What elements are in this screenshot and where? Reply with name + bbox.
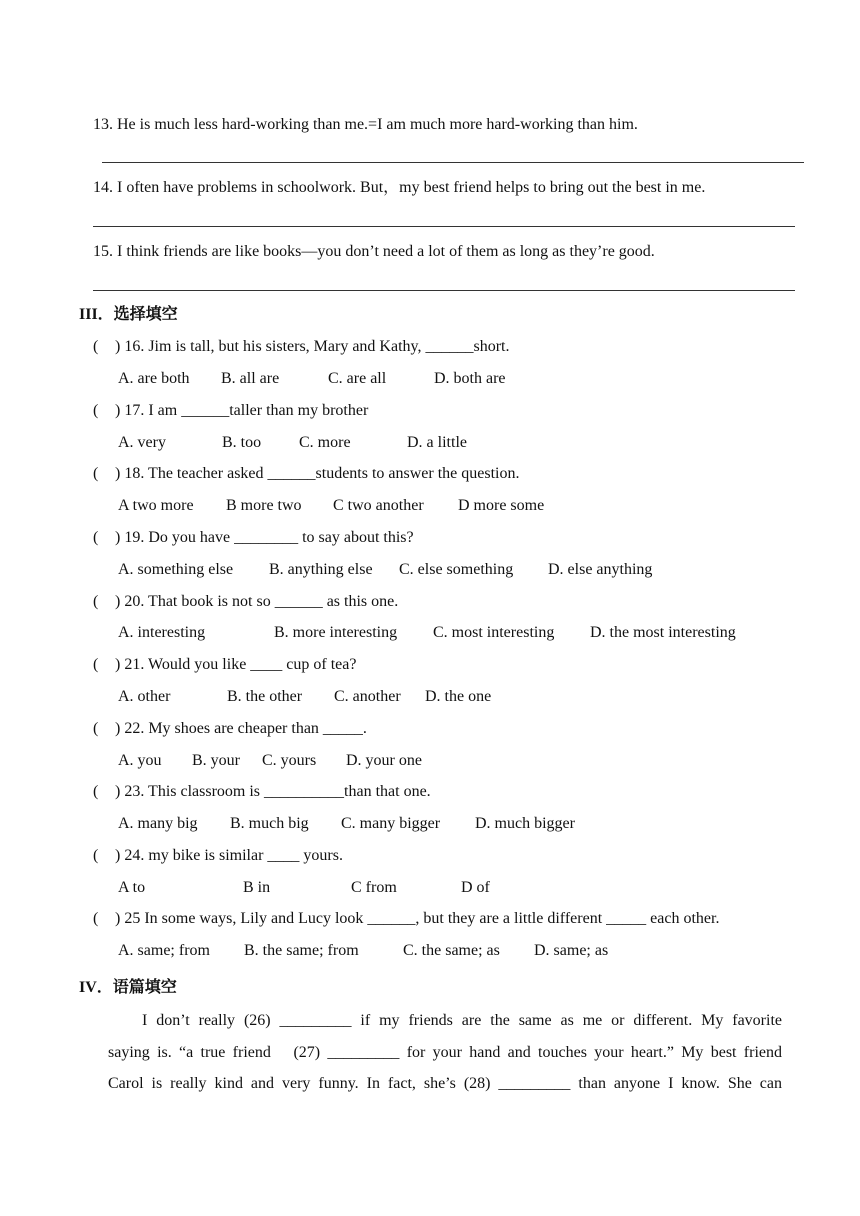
question-stem: ) 21. Would you like ____ cup of tea? <box>115 656 357 673</box>
answer-paren[interactable]: ( <box>93 783 99 800</box>
option-b[interactable]: B. the other <box>227 688 303 705</box>
option-a[interactable]: A. are both <box>118 370 190 387</box>
question-21 <box>93 655 356 675</box>
option-b[interactable]: B. your <box>192 752 240 769</box>
question-18 <box>93 464 520 484</box>
question-23 <box>93 782 431 802</box>
option-c[interactable]: C. more <box>299 434 351 451</box>
question-17 <box>93 401 368 421</box>
option-c[interactable]: C. the same; as <box>403 942 500 959</box>
option-d[interactable]: D. else anything <box>548 561 653 578</box>
question-stem: ) 20. That book is not so ______ as this one. <box>115 593 399 610</box>
question-stem: ) 23. This classroom is __________than that one. <box>115 783 431 800</box>
answer-paren[interactable]: ( <box>93 720 99 737</box>
passage-line: I don’t really (26) _________ if my friends are the same as me or different. My favorite <box>142 1012 782 1029</box>
option-c[interactable]: C two another <box>333 497 424 514</box>
option-d[interactable]: D of <box>461 879 490 896</box>
option-b[interactable]: B. the same; from <box>244 942 359 959</box>
option-d[interactable]: D. both are <box>434 370 506 387</box>
option-d[interactable]: D. a little <box>407 434 467 451</box>
option-c[interactable]: C from <box>351 879 397 896</box>
answer-paren[interactable]: ( <box>93 529 99 546</box>
question-25 <box>93 909 719 929</box>
option-b[interactable]: B. more interesting <box>274 624 398 641</box>
option-c[interactable]: C. are all <box>328 370 387 387</box>
option-d[interactable]: D. much bigger <box>475 815 575 832</box>
option-d[interactable]: D. the one <box>425 688 492 705</box>
answer-paren[interactable]: ( <box>93 847 99 864</box>
option-b[interactable]: B in <box>243 879 271 896</box>
question-stem: ) 25 In some ways, Lily and Lucy look ______, but they are a little different _____ each other. <box>115 910 720 927</box>
section-4-heading: IV．语篇填空 <box>79 979 177 996</box>
question-stem: ) 24. my bike is similar ____ yours. <box>115 847 343 864</box>
question-24 <box>93 846 343 866</box>
answer-paren[interactable]: ( <box>93 656 99 673</box>
answer-line-13[interactable] <box>102 162 804 163</box>
option-b[interactable]: B. too <box>222 434 262 451</box>
option-c[interactable]: C. most interesting <box>433 624 555 641</box>
option-a[interactable]: A. many big <box>118 815 198 832</box>
section-3-heading: III．选择填空 <box>79 306 178 323</box>
option-a[interactable]: A to <box>118 879 146 896</box>
option-b[interactable]: B. much big <box>230 815 309 832</box>
option-d[interactable]: D. the most interesting <box>590 624 736 641</box>
question-stem: ) 18. The teacher asked ______students to answer the question. <box>115 465 520 482</box>
option-d[interactable]: D more some <box>458 497 545 514</box>
answer-paren[interactable]: ( <box>93 910 99 927</box>
cloze-passage <box>108 1005 782 1100</box>
option-a[interactable]: A. other <box>118 688 171 705</box>
option-a[interactable]: A. you <box>118 752 162 769</box>
question-stem: ) 16. Jim is tall, but his sisters, Mary and Kathy, ______short. <box>115 338 510 355</box>
option-a[interactable]: A. interesting <box>118 624 206 641</box>
question-stem: ) 19. Do you have ________ to say about this? <box>115 529 414 546</box>
item-15: 15. I think friends are like books—you don’t need a lot of them as long as they’re good. <box>93 243 655 260</box>
item-13: 13. He is much less hard-working than me.=I am much more hard-working than him. <box>93 116 638 133</box>
answer-line-14[interactable] <box>93 226 795 227</box>
answer-paren[interactable]: ( <box>93 465 99 482</box>
option-c[interactable]: C. else something <box>399 561 514 578</box>
answer-paren[interactable]: ( <box>93 402 99 419</box>
option-a[interactable]: A. very <box>118 434 166 451</box>
option-c[interactable]: C. another <box>334 688 401 705</box>
question-16 <box>93 337 510 357</box>
answer-paren[interactable]: ( <box>93 338 99 355</box>
answer-paren[interactable]: ( <box>93 593 99 610</box>
question-19 <box>93 528 414 548</box>
item-14: 14. I often have problems in schoolwork. But，my best friend helps to bring out the best in me. <box>93 179 706 196</box>
question-stem: ) 17. I am ______taller than my brother <box>115 402 369 419</box>
option-d[interactable]: D. same; as <box>534 942 609 959</box>
passage-line: saying is. “a true friend (27) _________ for your hand and touches your heart.” My best friend <box>108 1043 782 1061</box>
option-d[interactable]: D. your one <box>346 752 422 769</box>
passage-line: Carol is really kind and very funny. In fact, she’s (28) _________ than anyone I know. She can <box>108 1075 782 1093</box>
option-a[interactable]: A two more <box>118 497 194 514</box>
option-b[interactable]: B. all are <box>221 370 280 387</box>
answer-line-15[interactable] <box>93 290 795 291</box>
option-c[interactable]: C. yours <box>262 752 317 769</box>
question-stem: ) 22. My shoes are cheaper than _____. <box>115 720 367 737</box>
option-c[interactable]: C. many bigger <box>341 815 441 832</box>
option-a[interactable]: A. same; from <box>118 942 210 959</box>
question-20 <box>93 592 398 612</box>
option-b[interactable]: B. anything else <box>269 561 373 578</box>
option-b[interactable]: B more two <box>226 497 302 514</box>
question-22 <box>93 719 367 739</box>
option-a[interactable]: A. something else <box>118 561 234 578</box>
